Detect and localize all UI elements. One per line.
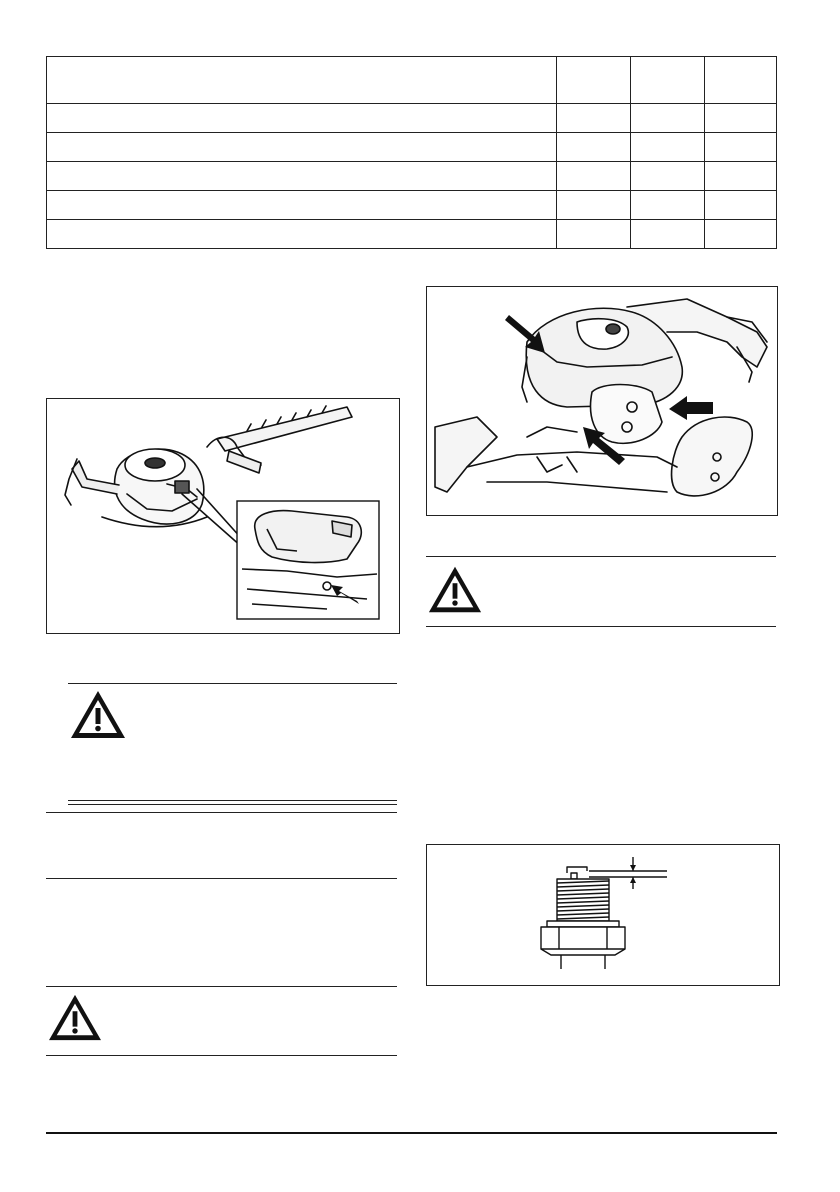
table-row [47, 133, 777, 162]
table-row [47, 220, 777, 249]
table-cell [631, 162, 705, 191]
spark-plug-figure [426, 844, 780, 986]
warning-triangle-icon [46, 992, 104, 1043]
table-cell [705, 191, 777, 220]
table-row [47, 104, 777, 133]
table-cell [705, 57, 777, 104]
table-cell [705, 162, 777, 191]
divider [68, 683, 397, 684]
hedge-trimmer-figure [46, 398, 400, 634]
table-cell [47, 133, 557, 162]
table-cell [557, 133, 631, 162]
table-row [47, 162, 777, 191]
spark-plug-gap-drawing-icon [427, 845, 779, 985]
table-row [47, 191, 777, 220]
table-cell [631, 191, 705, 220]
divider [68, 804, 397, 805]
divider [68, 800, 397, 801]
hedge-trimmer-drawing-icon [47, 399, 399, 633]
table-cell [631, 220, 705, 249]
table-cell [47, 220, 557, 249]
table-cell [631, 57, 705, 104]
table-cell [557, 57, 631, 104]
maintenance-table [46, 56, 777, 249]
table-cell [557, 220, 631, 249]
divider [46, 1055, 397, 1056]
table-cell [47, 104, 557, 133]
divider [46, 986, 397, 987]
warning-triangle-icon [426, 563, 484, 616]
table-cell [47, 57, 557, 104]
table-cell [557, 162, 631, 191]
table-header-row [47, 57, 777, 104]
table-cell [47, 162, 557, 191]
divider [426, 556, 776, 557]
table-cell [631, 133, 705, 162]
table-cell [47, 191, 557, 220]
footer-rule [46, 1132, 777, 1134]
table-cell [557, 191, 631, 220]
divider [46, 812, 397, 813]
engine-covers-figure [426, 286, 778, 516]
divider [46, 878, 397, 879]
engine-covers-drawing-icon [427, 287, 777, 515]
table-cell [705, 104, 777, 133]
warning-triangle-icon [68, 688, 128, 741]
divider [426, 626, 776, 627]
table-cell [705, 220, 777, 249]
table-cell [705, 133, 777, 162]
table-cell [557, 104, 631, 133]
table-cell [631, 104, 705, 133]
